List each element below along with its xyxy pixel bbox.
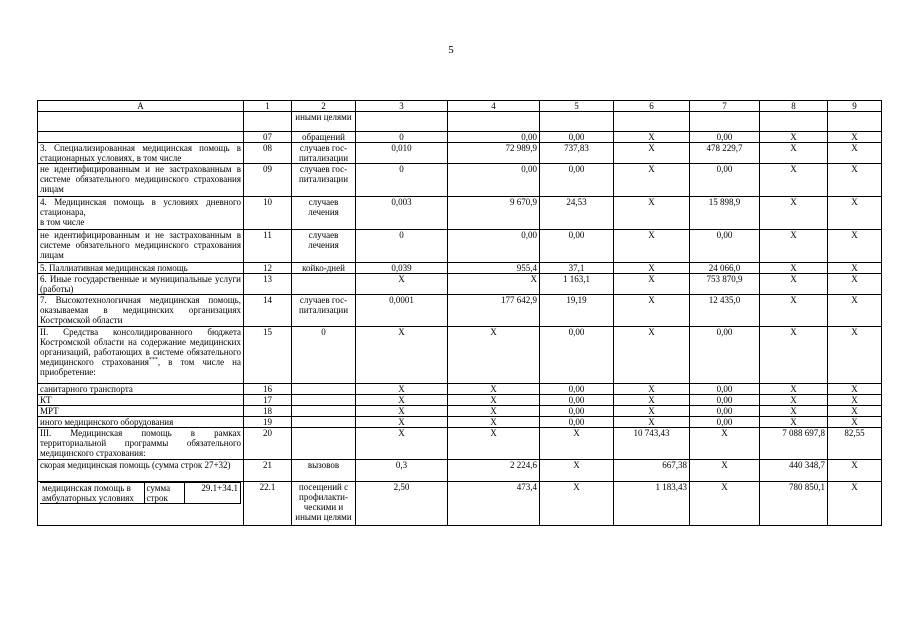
cell-col5: Х bbox=[540, 482, 614, 526]
cell-col8: Х bbox=[760, 274, 828, 295]
cell-col5 bbox=[540, 112, 614, 132]
cell-col5: 24,53 bbox=[540, 197, 614, 230]
row-name-part: медицинская помощь в амбулаторных условиях bbox=[40, 483, 144, 504]
row-code: 15 bbox=[244, 327, 292, 384]
row-code: 19 bbox=[244, 417, 292, 428]
cell-col5: Х bbox=[540, 428, 614, 460]
cell-col7: Х bbox=[690, 460, 760, 482]
row-code: 16 bbox=[244, 384, 292, 395]
cell-col3: Х bbox=[356, 395, 448, 406]
header-row bbox=[38, 101, 882, 112]
cell-col4: Х bbox=[448, 428, 540, 460]
row-unit bbox=[292, 395, 356, 406]
row-code: 13 bbox=[244, 274, 292, 295]
table-row bbox=[38, 230, 882, 263]
row-unit bbox=[292, 274, 356, 295]
cell-col6: Х bbox=[614, 295, 690, 327]
row-unit bbox=[292, 384, 356, 395]
row-name-text: II. Средства консолидированного бюджета Костромской области на содержание медицинских организаций, работающих в системе обязательного медицинского страхования bbox=[40, 327, 241, 367]
cell-col9: Х bbox=[828, 384, 882, 395]
header-cell: 1 bbox=[244, 101, 292, 112]
table-row bbox=[38, 327, 882, 384]
row-name: скорая медицинская помощь (сумма строк 27+32) bbox=[38, 460, 244, 482]
cell-col4: 177 642,9 bbox=[448, 295, 540, 327]
row-unit: случаев гос-питализации bbox=[292, 164, 356, 197]
cell-col7 bbox=[690, 112, 760, 132]
cell-col3: 0,3 bbox=[356, 460, 448, 482]
row-code: 12 bbox=[244, 263, 292, 274]
table-row bbox=[38, 460, 882, 482]
row-code: 11 bbox=[244, 230, 292, 263]
cell-col7: 753 870,9 bbox=[690, 274, 760, 295]
cell-col8: Х bbox=[760, 263, 828, 274]
cell-col3: Х bbox=[356, 384, 448, 395]
row-code: 17 bbox=[244, 395, 292, 406]
row-unit: посещений с профилакти-ческими и иными целями bbox=[292, 482, 356, 526]
footnote-mark: *** bbox=[148, 357, 158, 363]
cell-col3: Х bbox=[356, 327, 448, 384]
row-unit: 0 bbox=[292, 327, 356, 384]
cell-col9: Х bbox=[828, 197, 882, 230]
header-cell: 2 bbox=[292, 101, 356, 112]
cell-col9: Х bbox=[828, 274, 882, 295]
cell-col8 bbox=[760, 112, 828, 132]
cell-col8: Х bbox=[760, 417, 828, 428]
cell-col6: Х bbox=[614, 406, 690, 417]
cell-col6: Х bbox=[614, 417, 690, 428]
cell-col5: 0,00 bbox=[540, 230, 614, 263]
cell-col4: Х bbox=[448, 327, 540, 384]
cell-col9: Х bbox=[828, 482, 882, 526]
cell-col7: 0,00 bbox=[690, 406, 760, 417]
row-name: санитарного транспорта bbox=[38, 384, 244, 395]
table-row bbox=[38, 197, 882, 230]
cell-col9: Х bbox=[828, 395, 882, 406]
row-code: 14 bbox=[244, 295, 292, 327]
cell-col7: Х bbox=[690, 482, 760, 526]
header-cell: 7 bbox=[690, 101, 760, 112]
row-unit: обращений bbox=[292, 132, 356, 143]
row-unit: койко-дней bbox=[292, 263, 356, 274]
row-code: 08 bbox=[244, 143, 292, 164]
row-name: КТ bbox=[38, 395, 244, 406]
header-cell: 9 bbox=[828, 101, 882, 112]
cell-col4 bbox=[448, 112, 540, 132]
cell-col4: 72 989,9 bbox=[448, 143, 540, 164]
cell-col5: 37,1 bbox=[540, 263, 614, 274]
row-unit: случаев гос-питализации bbox=[292, 143, 356, 164]
cell-col8: 440 348,7 bbox=[760, 460, 828, 482]
cell-col3: 0 bbox=[356, 132, 448, 143]
cell-col6: Х bbox=[614, 230, 690, 263]
row-name-part: сумма строк bbox=[144, 483, 184, 504]
cell-col7: 0,00 bbox=[690, 230, 760, 263]
cell-col3: 2,50 bbox=[356, 482, 448, 526]
cell-col9: Х bbox=[828, 263, 882, 274]
cell-col5: 19,19 bbox=[540, 295, 614, 327]
cell-col5: 0,00 bbox=[540, 132, 614, 143]
cell-col8: Х bbox=[760, 197, 828, 230]
cell-col5: 737,83 bbox=[540, 143, 614, 164]
row-code: 10 bbox=[244, 197, 292, 230]
cell-col4: 473,4 bbox=[448, 482, 540, 526]
cell-col4: Х bbox=[448, 395, 540, 406]
cell-col5: 0,00 bbox=[540, 164, 614, 197]
table-row bbox=[38, 263, 882, 274]
header-cell: 5 bbox=[540, 101, 614, 112]
cell-col9: Х bbox=[828, 132, 882, 143]
row-code bbox=[244, 112, 292, 132]
header-cell: 8 bbox=[760, 101, 828, 112]
cell-col5: 0,00 bbox=[540, 384, 614, 395]
cell-col9: Х bbox=[828, 164, 882, 197]
cell-col6: 10 743,43 bbox=[614, 428, 690, 460]
cell-col7: 478 229,7 bbox=[690, 143, 760, 164]
cell-col6: Х bbox=[614, 197, 690, 230]
cell-col9: Х bbox=[828, 327, 882, 384]
cell-col9: Х bbox=[828, 230, 882, 263]
row-unit: случаев лечения bbox=[292, 230, 356, 263]
row-name: иного медицинского оборудования bbox=[38, 417, 244, 428]
row-name-line: в том числе bbox=[40, 217, 85, 227]
cell-col7: 0,00 bbox=[690, 417, 760, 428]
cell-col7: 0,00 bbox=[690, 395, 760, 406]
table-row bbox=[38, 164, 882, 197]
row-name: III. Медицинская помощь в рамках территориальной программы обязательного медицинского страхования: bbox=[38, 428, 244, 460]
row-unit bbox=[292, 417, 356, 428]
cell-col3: Х bbox=[356, 274, 448, 295]
row-name: 7. Высокотехнологичная медицинская помощь, оказываемая в медицинских организациях Костромской области bbox=[38, 295, 244, 327]
row-code: 09 bbox=[244, 164, 292, 197]
row-code: 22.1 bbox=[244, 482, 292, 526]
row-name: 3. Специализированная медицинская помощь в стационарных условиях, в том числе bbox=[38, 143, 244, 164]
cell-col6 bbox=[614, 112, 690, 132]
row-name bbox=[38, 482, 244, 526]
cell-col8: Х bbox=[760, 230, 828, 263]
cell-col8: Х bbox=[760, 384, 828, 395]
cell-col3: 0 bbox=[356, 164, 448, 197]
cell-col7: 0,00 bbox=[690, 384, 760, 395]
cell-col9: 82,55 bbox=[828, 428, 882, 460]
cell-col7: 0,00 bbox=[690, 164, 760, 197]
cell-col6: 667,38 bbox=[614, 460, 690, 482]
table-row bbox=[38, 406, 882, 417]
cell-col5: 0,00 bbox=[540, 395, 614, 406]
table-row bbox=[38, 482, 882, 526]
row-name: не идентифицированным и не застрахованным в системе обязательного медицинского страхования лицам bbox=[38, 164, 244, 197]
cell-col4: 2 224,6 bbox=[448, 460, 540, 482]
cell-col7: 0,00 bbox=[690, 132, 760, 143]
cell-col3 bbox=[356, 112, 448, 132]
cell-col4: Х bbox=[448, 274, 540, 295]
cell-col3: 0,003 bbox=[356, 197, 448, 230]
cell-col7: 12 435,0 bbox=[690, 295, 760, 327]
table-row bbox=[38, 395, 882, 406]
table-row bbox=[38, 417, 882, 428]
cell-col8: Х bbox=[760, 406, 828, 417]
cell-col5: 0,00 bbox=[540, 417, 614, 428]
row-code: 18 bbox=[244, 406, 292, 417]
row-code: 07 bbox=[244, 132, 292, 143]
row-name bbox=[38, 112, 244, 132]
cell-col9: Х bbox=[828, 406, 882, 417]
cell-col6: Х bbox=[614, 132, 690, 143]
row-name-part: 29.1+34.1 bbox=[184, 483, 241, 504]
cell-col6: 1 183,43 bbox=[614, 482, 690, 526]
row-name: 6. Иные государственные и муниципальные услуги (работы) bbox=[38, 274, 244, 295]
cell-col8: Х bbox=[760, 143, 828, 164]
cell-col3: 0 bbox=[356, 230, 448, 263]
row-unit: случаев лечения bbox=[292, 197, 356, 230]
data-table bbox=[37, 100, 882, 526]
row-name-tail: , в том числе на приобретение: bbox=[40, 357, 241, 377]
cell-col3: 0,039 bbox=[356, 263, 448, 274]
cell-col4: Х bbox=[448, 406, 540, 417]
cell-col9: Х bbox=[828, 460, 882, 482]
row-name-line: 4. Медицинская помощь в условиях дневного стационара, bbox=[40, 197, 241, 217]
cell-col9: Х bbox=[828, 417, 882, 428]
table-row bbox=[38, 428, 882, 460]
cell-col9 bbox=[828, 112, 882, 132]
row-name: МРТ bbox=[38, 406, 244, 417]
header-cell: 6 bbox=[614, 101, 690, 112]
cell-col5: 1 163,1 bbox=[540, 274, 614, 295]
cell-col4: 0,00 bbox=[448, 164, 540, 197]
cell-col5: 0,00 bbox=[540, 327, 614, 384]
table-row bbox=[38, 112, 882, 132]
cell-col6: Х bbox=[614, 164, 690, 197]
cell-col8: 780 850,1 bbox=[760, 482, 828, 526]
cell-col9: Х bbox=[828, 143, 882, 164]
row-unit: иными целями bbox=[292, 112, 356, 132]
header-cell: А bbox=[38, 101, 244, 112]
row-name: не идентифицированным и не застрахованным в системе обязательного медицинского страхования лицам bbox=[38, 230, 244, 263]
row-unit bbox=[292, 428, 356, 460]
row-code: 20 bbox=[244, 428, 292, 460]
header-cell: 3 bbox=[356, 101, 448, 112]
cell-col8: Х bbox=[760, 327, 828, 384]
cell-col3: 0,010 bbox=[356, 143, 448, 164]
header-cell: 4 bbox=[448, 101, 540, 112]
cell-col6: Х bbox=[614, 143, 690, 164]
cell-col4: 955,4 bbox=[448, 263, 540, 274]
cell-col8: Х bbox=[760, 132, 828, 143]
row-unit: случаев гос-питализации bbox=[292, 295, 356, 327]
cell-col6: Х bbox=[614, 384, 690, 395]
cell-col5: 0,00 bbox=[540, 406, 614, 417]
cell-col4: Х bbox=[448, 417, 540, 428]
cell-col5: Х bbox=[540, 460, 614, 482]
cell-col4: 9 670,9 bbox=[448, 197, 540, 230]
cell-col4: 0,00 bbox=[448, 132, 540, 143]
table-row bbox=[38, 132, 882, 143]
row-unit bbox=[292, 406, 356, 417]
cell-col6: Х bbox=[614, 263, 690, 274]
cell-col3: 0,0001 bbox=[356, 295, 448, 327]
row-unit: вызовов bbox=[292, 460, 356, 482]
cell-col6: Х bbox=[614, 327, 690, 384]
row-name-split bbox=[40, 482, 241, 504]
cell-col6: Х bbox=[614, 395, 690, 406]
table-row bbox=[38, 295, 882, 327]
cell-col4: Х bbox=[448, 384, 540, 395]
row-name: 5. Паллиативная медицинская помощь bbox=[38, 263, 244, 274]
row-name bbox=[38, 327, 244, 384]
cell-col7: 15 898,9 bbox=[690, 197, 760, 230]
cell-col3: Х bbox=[356, 406, 448, 417]
cell-col7: 0,00 bbox=[690, 327, 760, 384]
cell-col8: 7 088 697,8 bbox=[760, 428, 828, 460]
cell-col4: 0,00 bbox=[448, 230, 540, 263]
cell-col8: Х bbox=[760, 395, 828, 406]
table-row bbox=[38, 143, 882, 164]
cell-col7: 24 066,0 bbox=[690, 263, 760, 274]
cell-col3: Х bbox=[356, 417, 448, 428]
cell-col9: Х bbox=[828, 295, 882, 327]
cell-col7: Х bbox=[690, 428, 760, 460]
page-number: 5 bbox=[448, 44, 454, 56]
row-name bbox=[38, 197, 244, 230]
cell-col3: Х bbox=[356, 428, 448, 460]
cell-col8: Х bbox=[760, 164, 828, 197]
row-code: 21 bbox=[244, 460, 292, 482]
table-row bbox=[38, 274, 882, 295]
cell-col8: Х bbox=[760, 295, 828, 327]
table-row bbox=[38, 384, 882, 395]
cell-col6: Х bbox=[614, 274, 690, 295]
row-name bbox=[38, 132, 244, 143]
